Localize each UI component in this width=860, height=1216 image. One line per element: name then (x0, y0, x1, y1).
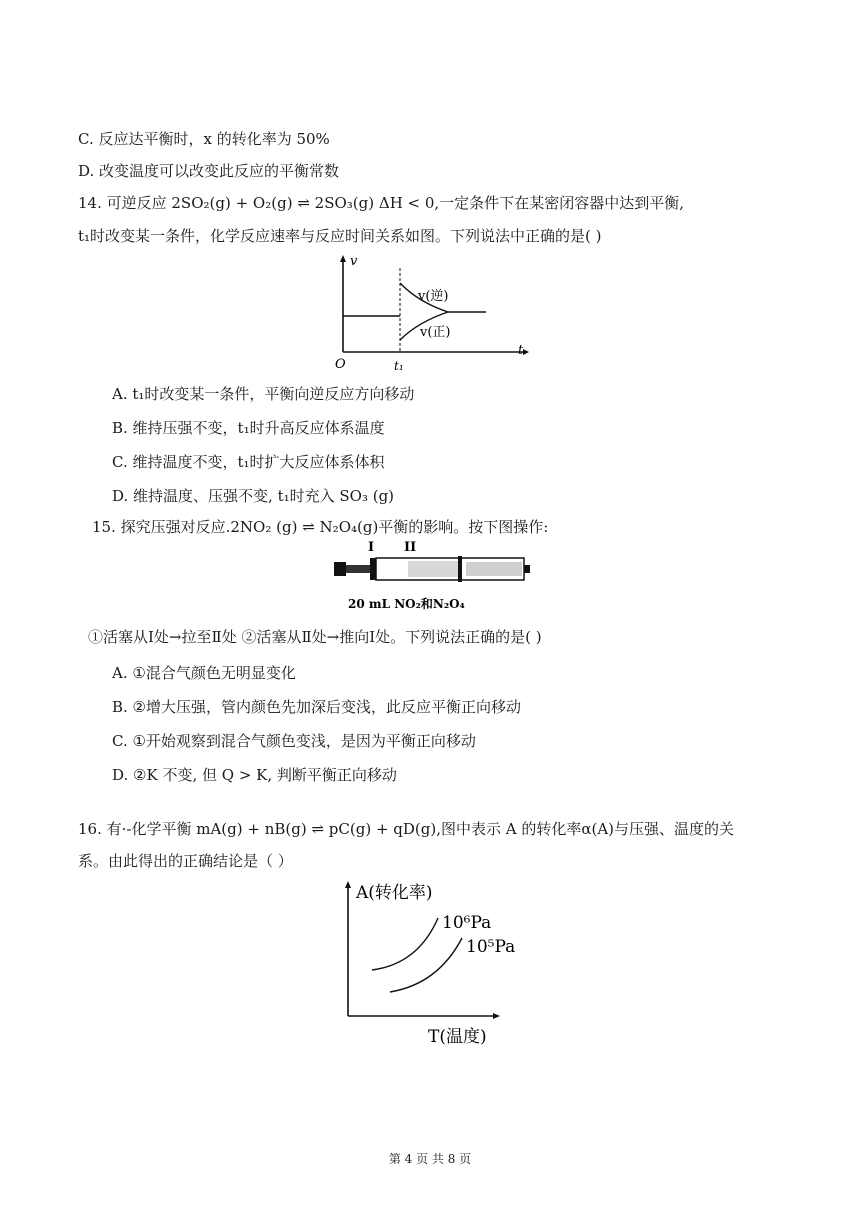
q15-option-d: D. ②K 不变, 但 Q > K, 判断平衡正向移动 (112, 766, 397, 784)
pressure-1e5-label: 10⁵Pa (466, 937, 516, 957)
option-d-text: D. 改变温度可以改变此反应的平衡常数 (78, 162, 340, 180)
x-axis-label: t (518, 343, 524, 358)
q14-option-b: B. 维持压强不变，t₁时升高反应体系温度 (112, 419, 385, 437)
q16-stem-line1: 16. 有·-化学平衡 mA(g) + nB(g) ⇌ pC(g) + qD(g),图中表示 A 的转化率α(A)与压强、温度的关 (78, 820, 735, 838)
q14-stem-line1: 14. 可逆反应 2SO₂(g) + O₂(g) ⇌ 2SO₃(g) ΔH < 0,一定条件下在某密闭容器中达到平衡, (78, 194, 684, 212)
option-c-text: C. 反应达平衡时，x 的转化率为 50% (78, 130, 330, 148)
syringe-figure (328, 538, 533, 616)
q14-option-d: D. 维持温度、压强不变, t₁时充入 SO₃ (g) (112, 487, 395, 505)
mark-ii: II (404, 540, 417, 555)
q14-stem-line2: t₁时改变某一条件，化学反应速率与反应时间关系如图。下列说法中正确的是( ) (78, 227, 602, 245)
origin-label: O (335, 357, 346, 372)
rate-time-graph (328, 250, 533, 375)
forward-rate-label: v(正) (420, 325, 451, 340)
mark-i: I (368, 540, 375, 555)
reverse-rate-label: v(逆) (418, 289, 449, 304)
q15-option-a: A. ①混合气颜色无明显变化 (112, 664, 296, 682)
pressure-1e6-label: 10⁶Pa (442, 913, 492, 933)
q15-option-c: C. ①开始观察到混合气颜色变浅，是因为平衡正向移动 (112, 732, 476, 750)
page-footer: 第 4 页 共 8 页 (388, 1152, 472, 1166)
y-axis-label: A(转化率) (356, 883, 433, 903)
q14-option-a: A. t₁时改变某一条件，平衡向逆反应方向移动 (112, 385, 415, 403)
q15-stem: 15. 探究压强对反应.2NO₂ (g) ⇌ N₂O₄(g)平衡的影响。按下图操作: (92, 518, 549, 536)
q15-option-b: B. ②增大压强，管内颜色先加深后变浅，此反应平衡正向移动 (112, 698, 522, 716)
conversion-temperature-graph (338, 878, 533, 1050)
q16-stem-line2: 系。由此得出的正确结论是（ ） (78, 852, 293, 870)
t1-label: t₁ (394, 359, 404, 373)
syringe-caption: 20 mL NO₂和N₂O₄ (348, 597, 465, 611)
y-axis-label: v (350, 254, 358, 269)
q15-conditions: ①活塞从Ⅰ处→拉至Ⅱ处 ②活塞从Ⅱ处→推向Ⅰ处。下列说法正确的是( ) (88, 628, 542, 646)
x-axis-label: T(温度) (428, 1027, 487, 1047)
q14-option-c: C. 维持温度不变，t₁时扩大反应体系体积 (112, 453, 385, 471)
